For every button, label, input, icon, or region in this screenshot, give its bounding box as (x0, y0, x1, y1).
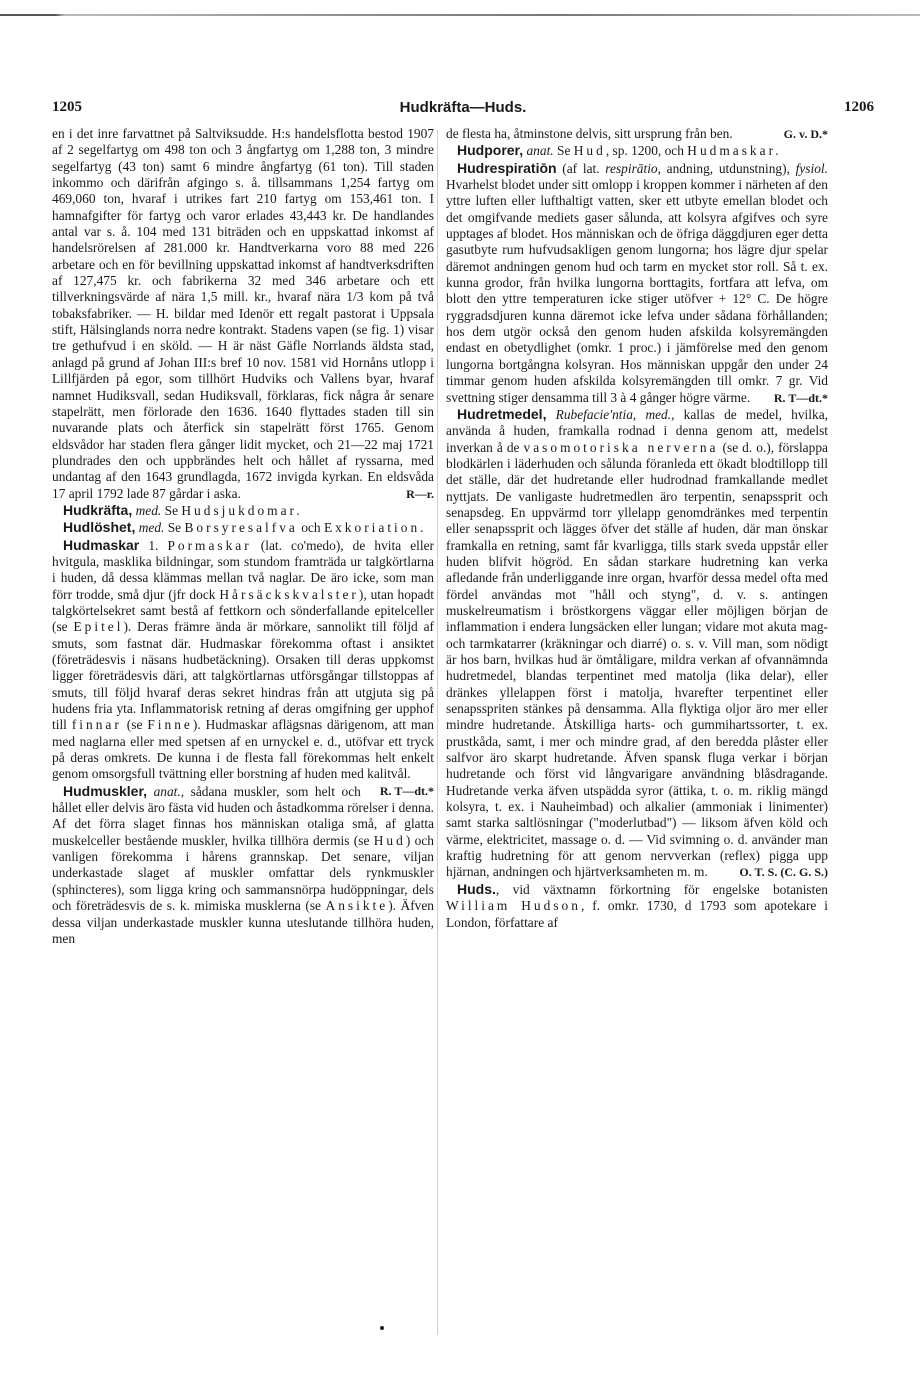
right-column (446, 126, 828, 931)
person-name: William Hudson (446, 898, 581, 914)
entry-hudporer (446, 142, 828, 159)
author-signature: R. T—dt.* (773, 390, 828, 405)
entry-hudrespiration (446, 160, 828, 406)
cross-reference: Hårsäckskvalster (219, 586, 359, 602)
entry-text: , sådana muskler, som helt och hållet eller delvis äro fästa vid huden och åstadkomma rörelser i denna. Af det förra slaget finnas hos människan otaliga små, af glatta muskelceller bestående muskler, hvilka tillhöra dermis (se (52, 783, 434, 848)
and-text: och (301, 520, 321, 536)
entry-text: (lat. co'medo), de hvita eller hvitgula, masklika bildningar, som stundom framträda ur talgkörtlarna i huden, då dessa klämmas mellan två naglar. De äro icke, som man förr trodde, små djur (jfr dock (52, 537, 434, 602)
entry-hudmuskler (52, 783, 434, 947)
left-column (52, 126, 434, 947)
author-signature: G. v. D.* (783, 127, 828, 141)
running-title: Hudkräfta—Huds. (399, 99, 527, 116)
page-number-left: 1205 (52, 99, 82, 115)
page-header (52, 99, 874, 121)
entry-huds (446, 881, 828, 931)
entry-hudretmedel (446, 406, 828, 881)
cross-reference: Hud (573, 143, 606, 159)
entry-text: , sp. 1200, och (605, 143, 684, 159)
headword: Hudkräfta, (63, 501, 133, 518)
entry-text: (se (126, 717, 143, 733)
column-divider (437, 130, 438, 1335)
headword: Hudmaskar (63, 536, 140, 553)
entry-hudkrafta (52, 502, 434, 519)
author-signature: R—r. (406, 486, 434, 501)
headword: Hudporer, (457, 142, 524, 159)
author-signature: R. T—dt.* (379, 783, 434, 798)
page-number-right: 1206 (844, 99, 874, 115)
cross-reference: Pormaskar (167, 537, 252, 553)
author-signature: O. T. S. (C. G. S.) (739, 865, 828, 880)
entry-text: , kallas de medel, hvilka, använda å huden, framkalla rodnad i denna genom att, medelst inverkan å de (446, 406, 828, 455)
latin-term: respirātio (605, 160, 658, 176)
see-text: Se (164, 502, 179, 518)
cross-reference: Ansikte (325, 898, 389, 914)
subject-label: Rubefacie'ntia, med. (555, 406, 672, 422)
paragraph-text: en i det inre farvattnet på Saltviksudde. H:s handelsflotta bestod 1907 af 2 segelfartyg om 498 ton och 3 ångfartyg om 1,288 ton, 3 mindre segelfartyg (43 ton) samt 6 mindre ångfartyg (61 ton). Till staden inkommo och därifrån afgingo s. å. tillsammans 1,254 fartyg om 469,060 ton, hvaraf i utrikes fart 210 fartyg om 153,461 ton. I hamnafgifter för fartyg och varor erlades 43,443 kr. De handlandes antal var s. å. 104 med 131 biträden och en uppskattad inkomst af handelsrörelsen af 281.000 kr. Handtverkarna voro 88 med 226 arbetare och en för bevillning uppskattad inkomst af handtverksdriften af 127,475 kr. och fabrikerna 32 med 346 arbetare och ett tillverkningsvärde af nära 1,5 mill. kr., hvaraf nära 1/3 kom på två tobaksfabriker. — H. bildar med Idenör ett regalt pastorat i Uppsala stift, Hälsinglands norra nedre kontrakt. Stadens vapen (se fig. 1) visar tre gethufvud i en sköld. — H är näst Gäfle Norrlands äldsta stad, anlagd på grund af Johan III:s bref 10 nov. 1581 vid Hornåns utlopp i Lillfjärden på egor, som tillhört Hudviks och Vallens byar, hvaraf namnet Hudiksvall, sedan Hudiksvall, förklaras, fick några år senare stapelrätt, men förlorade den 1636. 1640 flyttades staden till sin nuvarande plats och återfick sin stapelrätt först 1765. Genom eldsvådor har staden flera gånger lidit mycket, och 21—22 maj 1721 plundrades den och uppbrändes helt och hållet af ryssarna, med undantag af den 1643 grundlagda, 1672 invigda kyrkan. En eldsvåda 17 april 1792 lade 87 gårdar i aska. (52, 126, 434, 501)
subject-label: fysiol. (795, 160, 828, 176)
entry-text: Hvarhelst blodet under sitt omlopp i kroppen kommer i närheten af den yttre luften eller lufthaltigt vatten, sker ett utbyte emellan blodet och det omgifvande mediets gaser sålunda, att kolsyra afgifves och syre upptages af blodet. Hos människan och de öfriga däggdjuren eger detta gasutbyte rum hufvudsakligen genom lungorna; hos lägre djur spelar däremot andningen genom hud och tarm en mycket stor roll. Så t. ex. kunna grodor, från hvilka lungorna borttagits, fortfara att lefva, om blott den yttre temperaturen icke stiger utöfver + 12° C. De högre ryggradsdjuren kunna däremot icke lefva under sådana förhållanden; hos dem utgör också den genom huden afskilda kolsyremängden endast en obetydlighet (omkr. 1 proc.) i jämförelse med den genom lungorna bortgångna kolsyran. Hos människan uppgår den under 24 timmar genom huden afskilda kolsyremängden till omkr. 7 gr. Vid svettning stiger densamma till 3 à 4 gånger högre värme. (446, 177, 828, 405)
subject-label: med. (135, 502, 162, 518)
continued-paragraph (446, 126, 828, 142)
entry-text: (af lat. (562, 160, 600, 176)
headword: Hudretmedel, (457, 405, 547, 422)
cross-reference: Hudsjukdomar. (181, 502, 303, 518)
page-mark (380, 1326, 384, 1330)
cross-reference: vasomotoriska nerverna (523, 439, 719, 455)
entry-text: , f. omkr. 1730, d 1793 som apotekare i London, författare af (446, 898, 829, 930)
entry-text: ). Hudmaskar aflägsnas därigenom, att man med naglarna eller med spetsen af en urnyckel e. d., utöfvar ett tryck på deras omkrets. De kunna i de flesta fall förekommas helt enkelt genom omsorgsfull tvättning eller borstning af huden med kalitvål. (52, 717, 434, 782)
see-text: Se (167, 520, 182, 536)
cross-reference: Borsyresalfva (184, 520, 298, 536)
cross-reference: Finne (147, 717, 193, 733)
headword: Huds. (457, 880, 496, 897)
headword: Hudlöshet, (63, 519, 136, 536)
subject-label: med. (138, 520, 165, 536)
emphasized-term: finnar (71, 717, 122, 733)
entry-text: ), utan hopadt talgkörtelsekret samt bestå af fettkorn och sönderfallande epitelceller (se (52, 586, 434, 635)
headword: Hudmuskler, (63, 782, 148, 799)
cross-reference: Hud (373, 832, 406, 848)
entry-text: ). Äfven dessa viljan underkastade muskler kunna uteslutande tillhöra huden, men (52, 898, 434, 946)
entry-text: 1. (148, 537, 159, 553)
top-rule (0, 14, 920, 16)
subject-label: anat. (153, 783, 181, 799)
continued-paragraph (52, 126, 434, 502)
entry-text: (se d. o.), förslappa blodkärlen i läderhuden och sålunda föranleda ett ökadt blodtillopp till det ställe, där det hudretande eller hudrodnad framkallande medlet nyttjats. De vanligaste hudretmedlen äro terpentin, senapssprit och senapsdeg. En uppvärmd torr yllelapp genomdränkes med terpentin eller senapssprit och lägges öfver det ställe af huden, där man önskar framkalla en retning, samt får kvarligga, tills stark sveda uppstår eller huden blifvit högröd. En sådan starkare hudretning kan verka afledande från underliggande inre organ, hvarför dessa medel ofta med fördel användas mot "håll och styng", d. v. s. antingen muskelreumatism i bröstkorgens väggar eller möjligen början de inflammation i endera lungsäcken eller lungan; vidare mot akuta mag- och tarmkatarrer (kräkningar och diarré) o. s. v. Vill man, som nödigt är hos barn, hvilkas hud är ömtåligare, mildra verkan af ofvannämnda hudretmedel, blandas terpentinet med matolja (lika delar), eller dränkes yllelappen först i matolja, hvarefter terpentinet eller senapsspriten stänkes på densamma. Alla flyktiga oljor äro mer eller mindre hudretande. Åtskilliga harts- och gummihartssorter, t. ex. prustkåda, samt, i mer och mindre grad, af den beredda plåster eller salfvor äro skarpt hudretande. Äfven spansk fluga verkar i början hudretande och först vid långvarigare användning blåsdragande. Hudretande verka äfven utspädda syror (ättika, t. o. m. riklig mängd kolsyra, t. ex. i Nauheimbad) och alkalier (ammoniak i linimenter) samt starka saltlösningar ("moderlutbad") — liksom äfven köld och värme, elektricitet, massage o. d. — Vid svimning o. d. använder man kraftig hudretning för att genom nervverkan (reflex) pigga upp hjärnan, andningen och hjärtverksamheten m. m. (446, 439, 828, 880)
entry-text: ). Deras främre ända är mörkare, sannolikt till följd af smuts, som fastnat där. Hudmaskar förekomma oftast i ansiktet (företrädesvis i näsans hudbetäckning). Orsaken till deras uppkomst ligger företrädesvis däri, att talgkörtlarnas utförsgångar tillstoppas af smuts, till följd hvaraf deras sekret hindras från att utgjuta sig på hudens fria yta. Inflammatorisk retning af deras omgifning ger upphof till (52, 619, 434, 733)
entry-text: Se (557, 143, 571, 159)
headword: Hudrespiratiōn (457, 159, 557, 176)
cross-reference: Hudmaskar. (687, 143, 782, 159)
entry-text: , andning, utdunstning), (657, 160, 790, 176)
cross-reference: Exkoriation. (323, 520, 427, 536)
entry-text: , vid växtnamn förkortning för engelske botanisten (495, 881, 828, 897)
subject-label: anat. (526, 143, 554, 159)
paragraph-text: de flesta ha, åtminstone delvis, sitt ursprung från ben. (446, 126, 733, 141)
entry-text: ) och vanligen förekomma i hårens grannskap. Det senare, viljan underkastade slaget af muskler omfattar dels rynkmuskler (sphincteres), som ligga kring och sammansnörpa hudöppningar, dels och företrädesvis de s. k. mimiska musklerna (se (52, 832, 434, 914)
entry-hudloshet (52, 519, 434, 536)
cross-reference: Epitel (73, 619, 124, 635)
